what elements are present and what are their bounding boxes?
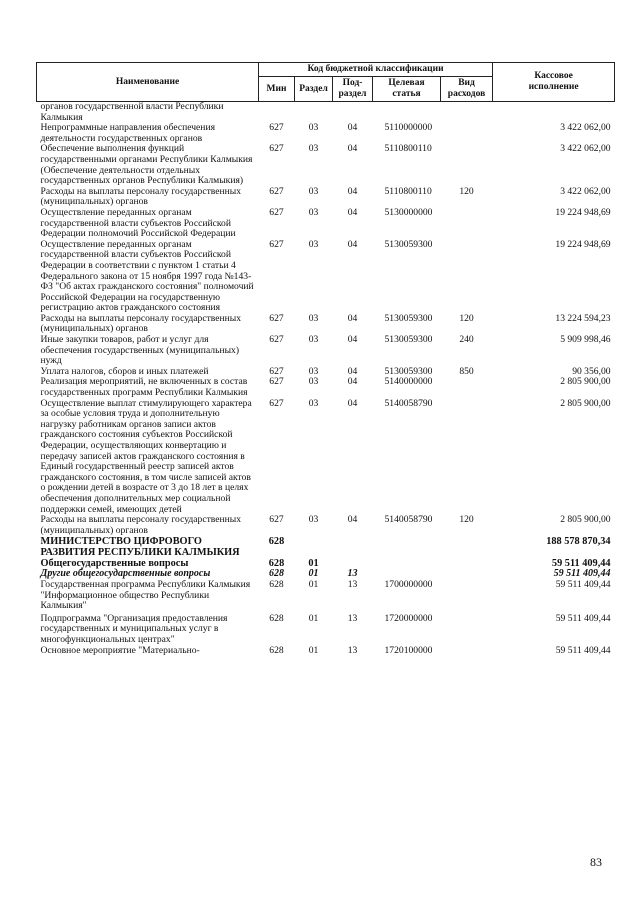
row-kassovoe-amount: 3 422 062,00: [560, 185, 611, 197]
row-kassovoe-amount: [493, 102, 615, 124]
row-vid-rashodov: [441, 580, 493, 612]
row-name: МИНИСТЕРСТВО ЦИФРОВОГО РАЗВИТИЯ РЕСПУБЛИКИ КАЛМЫКИЯ: [40, 536, 240, 559]
row-name: Государственная программа Республики Калмыкия "Информационное общество Республики Калмыкия": [40, 578, 251, 612]
header-classification-group: Код бюджетной классификации: [259, 63, 493, 77]
row-podrazdel-code: 04: [347, 365, 358, 377]
row-celevaya-statya: 5110000000: [384, 122, 433, 134]
row-vid-rashodov: [441, 377, 493, 398]
table-row: [37, 612, 615, 646]
row-podrazdel-code: [333, 536, 373, 558]
row-kassovoe-amount: 13 224 594,23: [555, 312, 611, 324]
row-podrazdel-code: 13: [347, 612, 358, 624]
row-min-code: 627: [269, 238, 284, 250]
row-min-code: 628: [269, 612, 284, 624]
row-vid-rashodov: 850: [459, 365, 474, 377]
row-podrazdel-code: 04: [347, 238, 358, 250]
row-celevaya-statya: 5140000000: [384, 376, 433, 388]
row-celevaya-statya: 5130000000: [384, 206, 433, 218]
row-kassovoe-amount: 2 805 900,00: [560, 376, 611, 388]
row-vid-rashodov: [441, 612, 493, 646]
row-vid-rashodov: [441, 558, 493, 569]
row-celevaya-statya: 5140058790: [384, 397, 433, 409]
row-name: Расходы на выплаты персоналу государственных (муниципальных) органов: [40, 185, 242, 208]
row-kassovoe-amount: 59 511 409,44: [553, 568, 611, 580]
row-kassovoe-amount: 2 805 900,00: [560, 397, 611, 409]
row-vid-rashodov: [441, 399, 493, 516]
header-podrazdel: Под- раздел: [333, 77, 373, 102]
row-vid-rashodov: [441, 144, 493, 186]
row-min-code: 628: [269, 578, 284, 590]
table-row: [37, 377, 615, 398]
row-vid-rashodov: [441, 646, 493, 657]
table-row: [37, 335, 615, 367]
row-podrazdel-code: 04: [347, 376, 358, 388]
row-razdel-code: 01: [308, 644, 319, 656]
row-name: органов государственной власти Республики Калмыкия: [40, 101, 224, 123]
row-podrazdel-code: 04: [347, 122, 358, 134]
row-kassovoe-amount: 59 511 409,44: [555, 578, 611, 590]
row-celevaya-statya: [373, 558, 441, 569]
row-razdel-code: 01: [308, 558, 319, 570]
row-min-code: 627: [269, 365, 284, 377]
row-name: Осуществление переданных органам государственной власти субъектов Российской Федерации в соответствии с пунктом 1 статьи 4 Федерального закона от 15 ноября 1997 года №143-ФЗ "Об актах гражданского состояния" полномочий Российской Федерации на государственную регистрацию актов гражданского состояния: [40, 238, 254, 314]
header-min: Мин: [259, 77, 295, 102]
row-celevaya-statya: [373, 536, 441, 558]
row-name: Непрограммные направления обеспечения деятельности государственных органов: [40, 122, 215, 144]
row-razdel-code: 01: [308, 568, 319, 580]
row-kassovoe-amount: 59 511 409,44: [551, 558, 611, 570]
row-razdel-code: [295, 102, 333, 124]
table-row: [37, 144, 615, 186]
row-vid-rashodov: [441, 536, 493, 558]
row-razdel-code: 03: [308, 122, 319, 134]
row-vid-rashodov: [441, 102, 493, 124]
row-podrazdel-code: 04: [347, 206, 358, 218]
row-min-code: 628: [268, 558, 285, 570]
row-podrazdel-code: 04: [347, 312, 358, 324]
page-number: 83: [590, 855, 602, 869]
row-min-code: 627: [269, 397, 284, 409]
row-celevaya-statya: 5130059300: [384, 312, 433, 324]
row-razdel-code: 03: [308, 514, 319, 526]
row-vid-rashodov: 120: [459, 312, 474, 324]
table-row: [37, 515, 615, 536]
row-min-code: [259, 102, 295, 124]
header-kassovoe: Кассовое исполнение: [493, 63, 615, 102]
row-vid-rashodov: [441, 569, 493, 580]
row-kassovoe-amount: 2 805 900,00: [560, 514, 611, 526]
header-vid: Вид расходов: [441, 77, 493, 102]
row-vid-rashodov: 120: [459, 185, 474, 197]
row-name: Осуществление выплат стимулирующего характера за особые условия труда и дополнительную нагрузку работникам органов записи актов гражданского состояния субъектов Российской Федерации, осуществляющих конвертацию и передачу записей актов гражданского состояния в Единый государственный реестр записей актов гражданского состояния, в том числе записей актов о рождении детей в возрасте от 3 до 18 лет в целях обеспечения дополнительных мер социальной поддержки семей, имеющих детей: [40, 397, 252, 515]
row-razdel-code: 01: [308, 578, 319, 590]
header-celevaya: Целевая статья: [373, 77, 441, 102]
budget-execution-table: [36, 62, 615, 656]
row-min-code: 627: [269, 143, 284, 155]
row-vid-rashodov: [441, 240, 493, 314]
row-razdel-code: 01: [308, 612, 319, 624]
row-kassovoe-amount: 90 356,00: [572, 365, 611, 377]
row-name: Основное мероприятие "Материально-: [40, 644, 200, 656]
table-row: [37, 102, 615, 124]
row-razdel-code: 03: [308, 238, 319, 250]
row-podrazdel-code: 13: [347, 568, 358, 580]
row-celevaya-statya: 1720100000: [384, 644, 433, 656]
row-min-code: 628: [269, 644, 284, 656]
table-row: [37, 536, 615, 558]
table-row: [37, 208, 615, 240]
table-row: [37, 187, 615, 208]
row-razdel-code: 03: [308, 312, 319, 324]
row-celevaya-statya: 5130059300: [384, 238, 433, 250]
table-row: [37, 123, 615, 144]
row-kassovoe-amount: 3 422 062,00: [560, 143, 611, 155]
row-min-code: 627: [269, 206, 284, 218]
row-podrazdel-code: 13: [347, 644, 358, 656]
row-podrazdel-code: 04: [347, 185, 358, 197]
row-vid-rashodov: 120: [459, 514, 474, 526]
table-body: [37, 102, 615, 657]
row-kassovoe-amount: 19 224 948,69: [555, 238, 611, 250]
row-min-code: 628: [269, 568, 284, 580]
row-razdel-code: 03: [308, 376, 319, 388]
row-podrazdel-code: [333, 102, 373, 124]
row-min-code: 627: [269, 334, 284, 346]
row-razdel-code: [295, 536, 333, 558]
row-razdel-code: 03: [308, 397, 319, 409]
row-vid-rashodov: [441, 208, 493, 240]
row-name: Реализация мероприятий, не включенных в состав государственных программ Республики Калмыкия: [40, 376, 248, 399]
row-celevaya-statya: 1720000000: [384, 612, 433, 624]
budget-table-sheet: [36, 62, 614, 656]
row-razdel-code: 03: [308, 334, 319, 346]
row-min-code: 627: [269, 514, 284, 526]
table-row: [37, 580, 615, 612]
row-name: Уплата налогов, сборов и иных платежей: [40, 365, 209, 377]
row-kassovoe-amount: 59 511 409,44: [555, 612, 611, 624]
row-kassovoe-amount: 3 422 062,00: [560, 122, 611, 134]
row-kassovoe-amount: 19 224 948,69: [555, 206, 611, 218]
row-name: Подпрограмма "Организация предоставления государственных и муниципальных услуг в многофункциональных центрах": [40, 612, 228, 645]
header-name: Наименование: [37, 63, 259, 102]
row-celevaya-statya: 5130059300: [384, 334, 433, 346]
row-kassovoe-amount: 5 909 998,46: [560, 334, 611, 346]
row-podrazdel-code: 04: [347, 397, 358, 409]
row-vid-rashodov: 240: [459, 334, 474, 346]
row-podrazdel-code: 04: [347, 514, 358, 526]
row-razdel-code: 03: [308, 206, 319, 218]
row-min-code: 628: [268, 536, 285, 548]
row-celevaya-statya: 5130059300: [384, 365, 433, 377]
row-name: Расходы на выплаты персоналу государственных (муниципальных) органов: [40, 312, 242, 335]
row-razdel-code: 03: [308, 143, 319, 155]
row-razdel-code: 03: [308, 365, 319, 377]
row-razdel-code: 03: [308, 185, 319, 197]
row-min-code: 627: [269, 185, 284, 197]
table-row: [37, 240, 615, 314]
table-header: [37, 63, 615, 102]
table-row: [37, 646, 615, 657]
row-name: Обеспечение выполнения функций государственными органами Республики Калмыкия (Обеспечение деятельности отдельных государственных органов Республики Калмыкия): [40, 143, 253, 187]
row-podrazdel-code: 13: [347, 578, 358, 590]
row-vid-rashodov: [441, 123, 493, 144]
header-razdel: Раздел: [295, 77, 333, 102]
row-name: Расходы на выплаты персоналу государственных (муниципальных) органов: [40, 514, 242, 536]
row-min-code: 627: [269, 122, 284, 134]
row-celevaya-statya: [373, 102, 441, 124]
table-row: [37, 314, 615, 335]
table-row: [37, 399, 615, 516]
row-name: Другие общегосударственные вопросы: [40, 568, 211, 580]
row-min-code: 627: [269, 312, 284, 324]
row-name: Общегосударственные вопросы: [40, 558, 189, 570]
row-celevaya-statya: 5110800110: [384, 185, 432, 197]
row-name: Иные закупки товаров, работ и услуг для обеспечения государственных (муниципальных) нужд: [40, 334, 240, 367]
row-celevaya-statya: 5140058790: [384, 514, 433, 526]
row-kassovoe-amount: 59 511 409,44: [555, 644, 611, 656]
row-min-code: 627: [269, 376, 284, 388]
row-podrazdel-code: 04: [347, 143, 358, 155]
row-celevaya-statya: 1700000000: [384, 578, 433, 590]
row-celevaya-statya: 5110800110: [384, 143, 432, 155]
row-podrazdel-code: 04: [347, 334, 358, 346]
row-name: Осуществление переданных органам государственной власти субъектов Российской Федерации полномочий Российской Федерации: [40, 206, 236, 240]
row-kassovoe-amount: 188 578 870,34: [546, 536, 611, 548]
